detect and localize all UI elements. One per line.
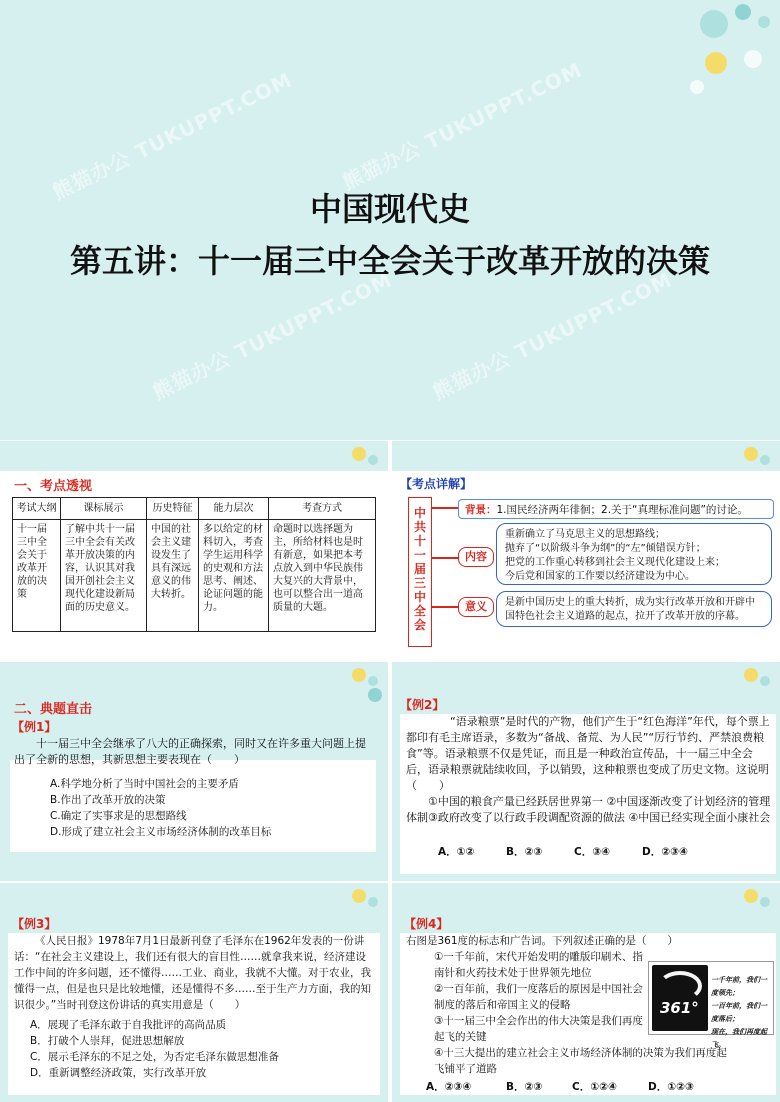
ad-copy [711,974,773,1052]
option-b: B．②③ [506,846,543,858]
bubble-decoration [735,4,751,20]
bubble-decoration [758,16,770,28]
table-header: 能力层次 [199,498,269,520]
example-tag: 【例1】 [12,720,57,734]
table-cell: 中国的社会主义建设发生了具有深远意义的伟大转折。 [147,520,199,632]
option-c: C．①②④ [572,1081,617,1093]
bubble-decoration [352,668,366,682]
question-text: 右图是361度的标志和广告词。下列叙述正确的是（ ） [406,935,679,947]
option-d: D.形成了建立社会主义市场经济体制的改革目标 [50,826,272,838]
bubble-decoration [700,10,728,38]
ad-copy-line: 现在，我们再度起飞。 [711,1028,767,1049]
question-text: 《人民日报》1978年7月1日最新刊登了毛泽东在1962年发表的一份讲话：“在社会主义建设上，我们还有很大的盲目性……就拿我来说，经济建设工作中间的许多问题，还不懂得……工业、商业，我就不大懂。对于农业，我懂得一点，但是也只是比较地懂，还是懂得不多……至于生产力方面，我的知识很少。”当时刊登这份讲话的真实用意是（ ） [14,935,371,1011]
option-b: B．打破个人崇拜，促进思想解放 [30,1035,185,1047]
bubble-decoration [352,889,366,903]
table-header: 考试大纲 [13,498,61,520]
table-row [13,520,376,632]
option-d: D．②③④ [642,846,688,858]
meaning-box [496,591,772,627]
section-tag: 【考点详解】 [400,477,473,491]
option-c: C.确定了实事求是的思想路线 [50,810,187,822]
bubble-decoration [744,668,758,682]
table-header-row [13,498,376,520]
connector-line [432,507,458,509]
table-cell: 命题时以选择题为主，所给材料也是时有新意，如果把本考点放入到中华民族伟大复兴的大背景中，也可以整合出一道高质量的大题。 [269,520,376,632]
brand-logo-text: 361° [660,999,699,1017]
option-c: C．展示毛泽东的不足之处，为否定毛泽东做思想准备 [30,1051,279,1063]
statements-text: ①中国的粮食产量已经跃居世界第一 ②中国逐渐改变了计划经济的管理体制③政府改变了以行政手段调配资源的做法 ④中国已经实现全面小康社会 [406,795,771,824]
bubble-decoration [760,455,770,465]
bubble-decoration [705,52,727,74]
table-header: 考查方式 [269,498,376,520]
slide-example-3 [0,883,388,1102]
table-cell: 十一届三中全会关于改革开放的决策 [13,520,61,632]
overview-table [12,497,376,632]
ad-copy-line: 一百年前，我们一度落后； [711,1002,767,1023]
bubble-decoration [352,447,366,461]
section-title: 二、典题直击 [14,702,93,717]
example-tag: 【例4】 [404,917,449,931]
statement: ①一千年前，宋代开始发明的雕版印刷术、指南针和火药技术处于世界领先地位 [434,951,643,979]
option-c: C．③④ [574,846,610,858]
example-tag: 【例3】 [12,917,57,931]
background-row [458,499,774,519]
ad-copy-line: 一千年前，我们一度领先； [711,976,767,997]
title-slide [0,0,780,440]
bubble-decoration [760,897,770,907]
background-text: 1.国民经济两年徘徊；2.关于“真理标准问题”的讨论。 [496,504,748,516]
statement: ③十一届三中全会作出的伟大决策是我们再度起飞的关键 [434,1015,643,1043]
option-b: B.作出了改革开放的决策 [50,794,166,806]
bubble-decoration [368,688,382,702]
title-block [0,186,780,286]
slide-example-4 [392,883,780,1102]
question-text: “语录粮票”是时代的产物，他们产生于“红色海洋”年代，每个票上都印有毛主席语录，多数为“备战、备荒、为人民”“厉行节约、严禁浪费粮食”等。语录粮票不仅是凭证，而且是一种政治宣传品，十一届三中全会后，语录粮票就陆续收回，予以销毁，这种粮票也变成了历史文物。这说明（ ） [406,715,770,792]
background-label: 背景： [465,504,497,516]
slide-exam-detail [392,441,780,660]
bubble-decoration [368,455,378,465]
watermark: 熊猫办公 TUKUPPT.COM [428,267,676,405]
table-cell: 多以给定的材料切入，考查学生运用科学的史观和方法思考、阐述、论证问题的能力。 [199,520,269,632]
page-subtitle: 第五讲：十一届三中全会关于改革开放的决策 [69,242,710,280]
question-text: 十一届三中全会继承了八大的正确探索，同时又在许多重大问题上提出了全新的思想，其新思想主要表现在（ ） [14,737,366,766]
option-d: D．重新调整经济政策，实行改革开放 [30,1067,207,1079]
bubble-decoration [760,676,770,686]
watermark: 熊猫办公 TUKUPPT.COM [48,67,296,205]
table-cell: 了解中共十一届三中全会有关改革开放决策的内容，认识其对我国开创社会主义现代化建设新局面的历史意义。 [61,520,147,632]
section-title: 一、考点透视 [14,479,93,494]
content-line: 把党的工作重心转移到社会主义现代化建设上来； [505,557,725,568]
option-a: A．②③④ [426,1081,472,1093]
option-a: A.科学地分析了当时中国社会的主要矛盾 [50,778,239,790]
meaning-text: 是新中国历史上的重大转折，成为实行改革开放和开辟中国特色社会主义道路的起点，拉开了改革开放的序幕。 [505,597,755,622]
bubble-decoration [690,80,704,94]
bubble-decoration [744,447,758,461]
content-line: 重新确立了马克思主义的思想路线； [505,529,665,540]
content-line: 今后党和国家的工作要以经济建设为中心。 [505,571,695,582]
watermark: 熊猫办公 TUKUPPT.COM [148,267,396,405]
statement: ②一百年前，我们一度落后的原因是中国社会制度的落后和帝国主义的侵略 [434,983,643,1011]
option-d: D．①②③ [648,1081,694,1093]
statement: ④十三大提出的建立社会主义市场经济体制的决策为我们再度起飞铺平了道路 [434,1047,727,1075]
watermark: 熊猫办公 TUKUPPT.COM [338,57,586,195]
content-line: 抛弃了“以阶级斗争为纲”的“左”倾错误方针； [505,543,706,554]
option-a: A．①② [438,846,475,858]
option-b: B．②③ [506,1081,543,1093]
bubble-decoration [744,889,758,903]
vertical-label [408,497,432,647]
slide-example-1 [0,662,388,881]
ad-image [648,961,774,1049]
connector-line [432,606,458,608]
content-box [496,523,772,585]
table-header: 历史特征 [147,498,199,520]
option-a: A．展现了毛泽东敢于自我批评的高尚品质 [30,1019,227,1031]
connector-line [432,557,458,559]
slide-exam-overview [0,441,388,660]
logo-ring-icon [658,971,702,1001]
bubble-decoration [744,50,762,68]
page-title: 中国现代史 [309,190,470,228]
slide-example-2 [392,662,780,881]
table-header: 课标展示 [61,498,147,520]
vertical-label-text: 中共十一届三中全会 [414,506,427,632]
example-tag: 【例2】 [400,698,445,712]
bubble-decoration [368,897,378,907]
meaning-label: 意义 [458,597,494,617]
bubble-decoration [368,676,378,686]
content-label: 内容 [458,547,494,567]
brand-logo [652,965,708,1031]
